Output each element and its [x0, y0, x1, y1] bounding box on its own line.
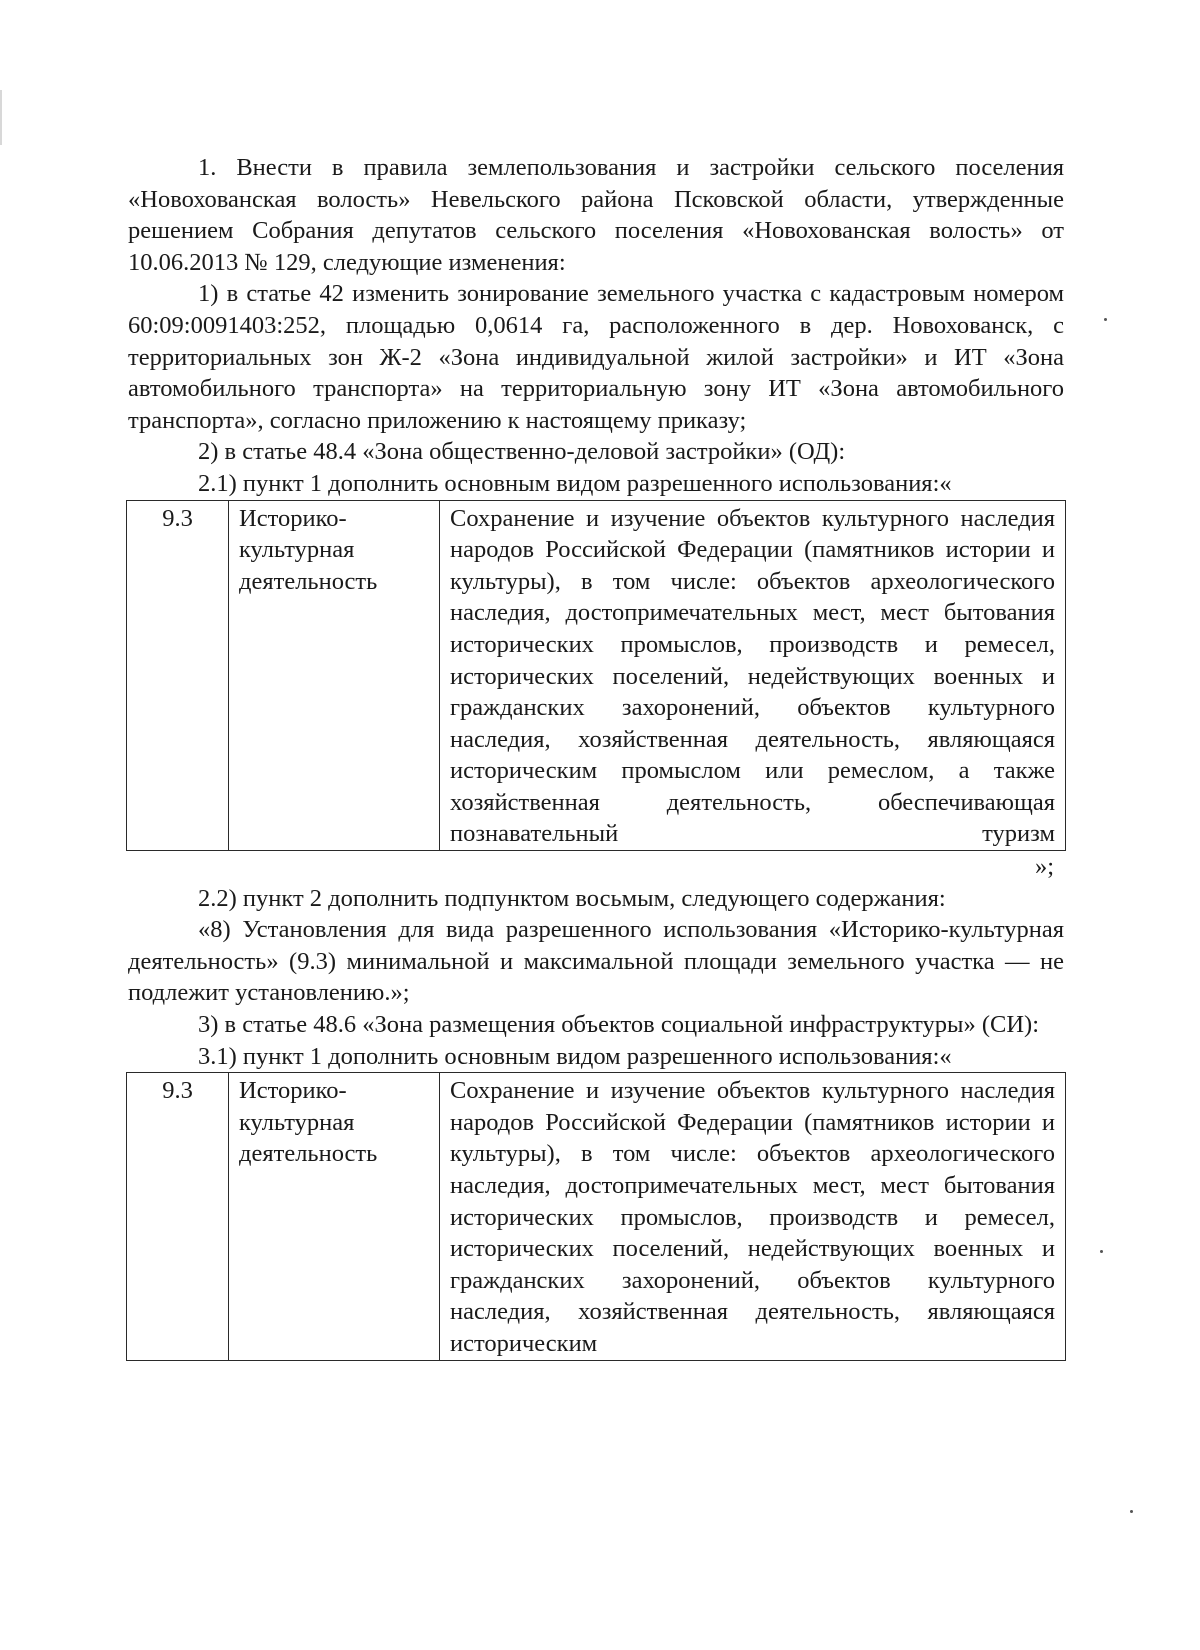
scan-speck — [1100, 1250, 1103, 1253]
paragraph-subitem-8: «8) Установления для вида разрешенного использования «Историко-культурная деятельность» (9.3) минимальной и максимальной площади земельного участка — не подлежит установлению.»; — [128, 916, 1064, 1007]
table-row — [127, 500, 1066, 851]
closing-quote: »; — [1034, 853, 1054, 881]
use-name-cell: Историко-культурная деятельность — [229, 1073, 440, 1360]
paragraph-subitem-2-2: 2.2) пункт 2 дополнить подпунктом восьмым, следующего содержания: — [198, 884, 946, 912]
scan-speck — [1104, 318, 1107, 321]
scan-edge-shadow — [0, 90, 2, 145]
table-row — [127, 1073, 1066, 1360]
land-use-table-2 — [126, 1072, 1066, 1360]
document-body — [128, 152, 1064, 1361]
use-description-cell: Сохранение и изучение объектов культурного наследия народов Российской Федерации (памятников истории и культуры), в том числе: объектов археологического наследия, достопримечательных мест, мест бытования исторических промыслов, производств и ремесел, исторических поселений, недействующих военных и гражданских захоронений, объектов культурного наследия, хозяйственная деятельность, являющаяся историческим промыслом или ремеслом, а также хозяйственная деятельность, обеспечивающая познавательный туризм — [440, 500, 1066, 851]
land-use-table-1 — [126, 500, 1066, 852]
use-code-cell: 9.3 — [127, 1073, 229, 1360]
paragraph-subitem-2: 2) в статье 48.4 «Зона общественно-деловой застройки» (ОД): — [198, 438, 846, 466]
paragraph-item-1: 1. Внести в правила землепользования и застройки сельского поселения «Новохованская волость» Невельского района Псковской области, утвержденные решением Собрания депутатов сельского поселения «Новохованская волость» от 10.06.2013 № 129, следующие изменения: — [128, 154, 1064, 276]
scan-speck — [1130, 1510, 1133, 1513]
use-name-cell: Историко-культурная деятельность — [229, 500, 440, 851]
use-code-cell: 9.3 — [127, 500, 229, 851]
paragraph-subitem-1: 1) в статье 42 изменить зонирование земельного участка с кадастровым номером 60:09:0091403:252, площадью 0,0614 га, расположенного в дер. Новохованск, с территориальных зон Ж-2 «Зона индивидуальной жилой застройки» и ИТ «Зона автомобильного транспорта» на территориальную зону ИТ «Зона автомобильного транспорта», согласно приложению к настоящему приказу; — [128, 280, 1064, 434]
paragraph-subitem-3: 3) в статье 48.6 «Зона размещения объектов социальной инфраструктуры» (СИ): — [198, 1011, 1040, 1039]
paragraph-subitem-3-1: 3.1) пункт 1 дополнить основным видом разрешенного использования:« — [198, 1042, 952, 1070]
paragraph-subitem-2-1: 2.1) пункт 1 дополнить основным видом разрешенного использования:« — [198, 469, 952, 497]
use-description-cell: Сохранение и изучение объектов культурного наследия народов Российской Федерации (памятников истории и культуры), в том числе: объектов археологического наследия, достопримечательных мест, мест бытования исторических промыслов, производств и ремесел, исторических поселений, недействующих военных и гражданских захоронений, объектов культурного наследия, хозяйственная деятельность, являющаяся историческим — [440, 1073, 1066, 1360]
